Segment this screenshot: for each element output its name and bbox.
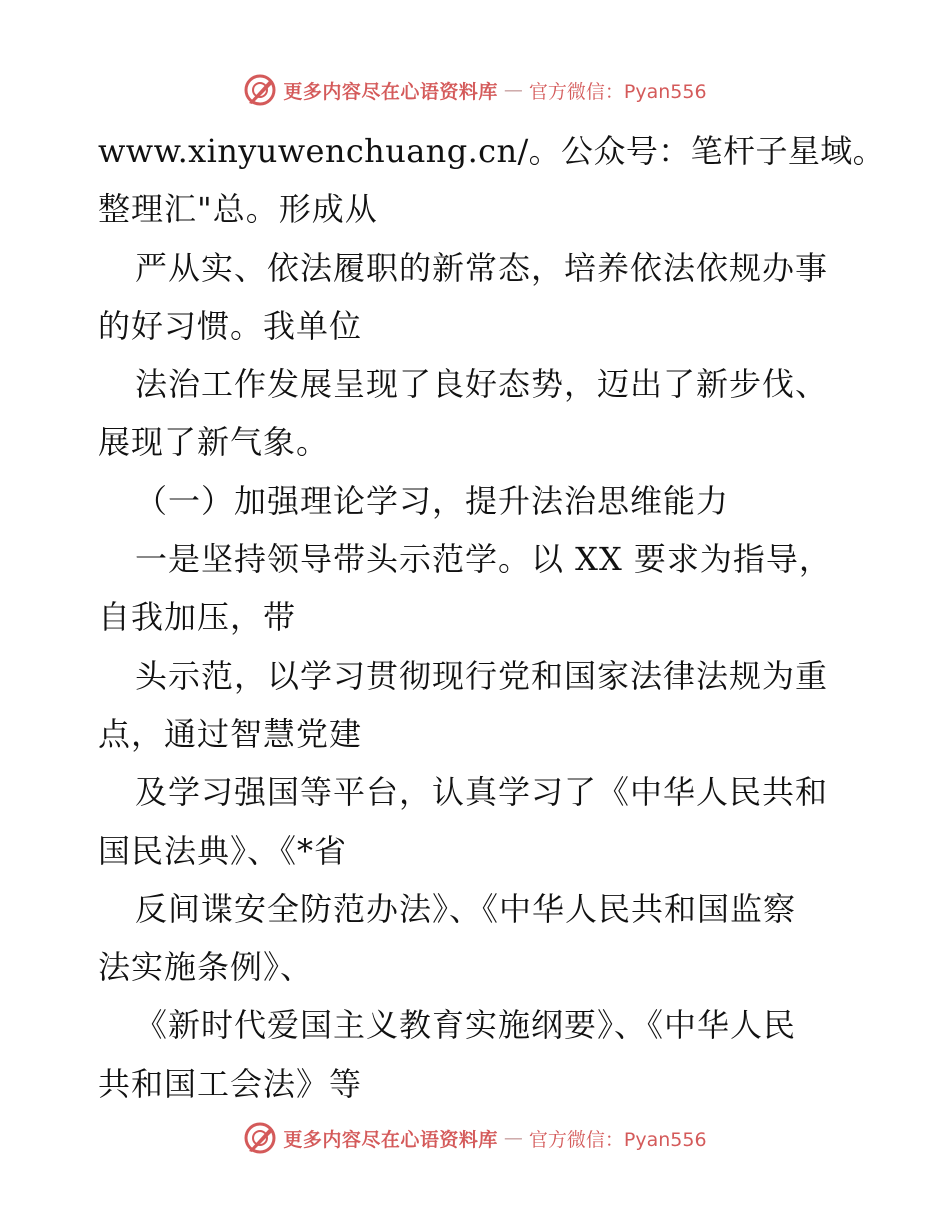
body-line: 整理汇"总。形成从 — [98, 190, 378, 229]
footer-banner — [0, 1118, 950, 1158]
body-line: 的好习惯。我单位 — [98, 306, 363, 345]
body-line: 《新时代爱国主义教育实施纲要》、《中华人民 — [135, 1006, 797, 1045]
body-line: www.xinyuwenchuang.cn/。公众号：笔杆子星域。 — [98, 132, 886, 170]
body-line: 点，通过智慧党建 — [98, 714, 363, 753]
body-line: 国民法典》、《*省 — [98, 831, 348, 870]
body-line: 法治工作发展呈现了良好态势，迈出了新步伐、 — [135, 365, 829, 404]
footer-banner-separator: — — [503, 1127, 523, 1149]
body-line: 共和国工会法》等 — [98, 1064, 363, 1103]
header-banner-text: 更多内容尽在心语资料库 — [283, 80, 498, 103]
body-line: 一是坚持领导带头示范学。以 XX 要求为指导， — [135, 540, 832, 579]
section-heading: （一）加强理论学习，提升法治思维能力 — [135, 481, 730, 520]
document-body — [98, 122, 886, 1113]
body-line: 反间谍安全防范办法》、《中华人民共和国监察 — [135, 889, 797, 928]
header-banner — [0, 70, 950, 110]
body-line: 头示范，以学习贯彻现行党和国家法律法规为重 — [135, 656, 829, 695]
body-line: 法实施条例》、 — [98, 948, 314, 987]
quill-logo-icon — [243, 1121, 277, 1155]
body-line: 自我加压，带 — [98, 598, 297, 637]
header-banner-separator: — — [503, 79, 523, 101]
body-line: 严从实、依法履职的新常态，培养依法依规办事 — [135, 248, 829, 287]
header-wechat-id: 官方微信：Pyan556 — [528, 80, 707, 103]
footer-wechat-id: 官方微信：Pyan556 — [528, 1128, 707, 1151]
body-line: 展现了新气象。 — [98, 423, 330, 462]
footer-banner-text: 更多内容尽在心语资料库 — [283, 1128, 498, 1151]
body-line: 及学习强国等平台，认真学习了《中华人民共和 — [135, 773, 829, 812]
quill-logo-icon — [243, 73, 277, 107]
